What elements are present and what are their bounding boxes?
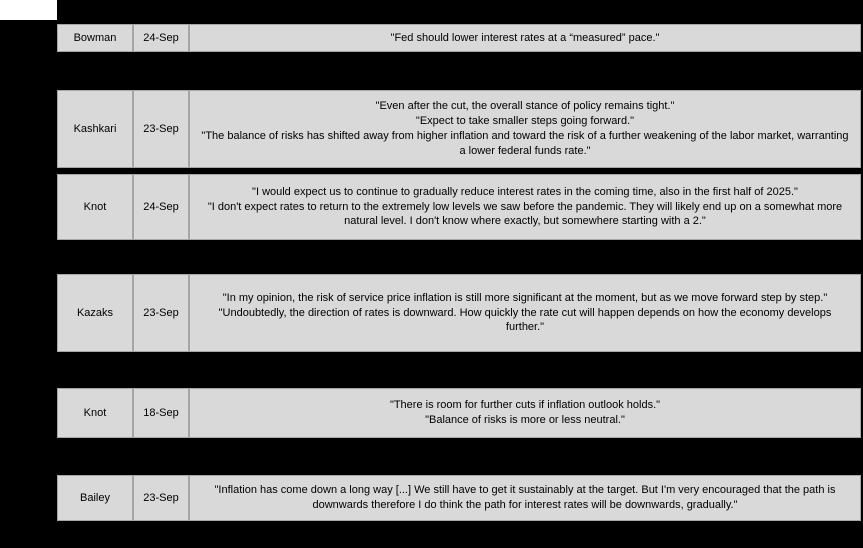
- row-gap: [57, 242, 861, 274]
- quote-line: "Inflation has come down a long way [...] We still have to get it sustainably at the target. But I'm very encouraged that the path is downwards therefore I do think the path for interest rates will be downwards, gradually.": [214, 484, 836, 511]
- quote-lines: [200, 483, 850, 513]
- date-cell: 23-Sep: [133, 274, 189, 352]
- speaker-cell: Bailey: [57, 475, 133, 521]
- quote-lines: [200, 185, 850, 230]
- quotes-table: [57, 24, 861, 523]
- date-cell: 23-Sep: [133, 90, 189, 168]
- speaker-cell: Knot: [57, 388, 133, 438]
- quote-line: "In my opinion, the risk of service price inflation is still more significant at the moment, but as we move forward step by step.": [222, 291, 828, 304]
- quote-cell: [189, 90, 861, 168]
- quote-line: "Balance of risks is more or less neutral.": [425, 414, 625, 426]
- row-gap: [57, 354, 861, 388]
- row-gap: [57, 54, 861, 90]
- date-cell: 24-Sep: [133, 24, 189, 52]
- table-row: [57, 274, 861, 352]
- date-cell: 24-Sep: [133, 174, 189, 240]
- table-row: [57, 388, 861, 438]
- quote-lines: [200, 291, 850, 336]
- quote-line: "There is room for further cuts if inflation outlook holds.": [389, 399, 661, 412]
- quote-line: "Undoubtedly, the direction of rates is downward. How quickly the rate cut will happen depends on how the economy develops further.": [218, 306, 832, 334]
- table-row: [57, 475, 861, 521]
- corner-white-box: [0, 0, 57, 20]
- quote-line: "Fed should lower interest rates at a “measured” pace.": [390, 31, 660, 44]
- quote-line: "I would expect us to continue to gradually reduce interest rates in the coming time, also in the first half of 2025.": [252, 185, 798, 198]
- quote-line: "Even after the cut, the overall stance of policy remains tight.": [375, 100, 675, 113]
- date-cell: 23-Sep: [133, 475, 189, 521]
- quote-cell: [189, 388, 861, 438]
- quote-lines: [390, 398, 660, 428]
- speaker-cell: Kazaks: [57, 274, 133, 352]
- speaker-cell: Bowman: [57, 24, 133, 52]
- row-gap: [57, 440, 861, 475]
- quote-line: "Expect to take smaller steps going forward.": [415, 115, 635, 128]
- speaker-cell: Knot: [57, 174, 133, 240]
- quote-cell: [189, 475, 861, 521]
- table-row: [57, 174, 861, 240]
- quote-line: "I don't expect rates to return to the extremely low levels we saw before the pandemic. They will likely end up on a somewhat more natural level. I don't know where exactly, but somewhere starting with a 2.": [207, 200, 843, 228]
- speaker-cell: Kashkari: [57, 90, 133, 168]
- table-row: [57, 90, 861, 168]
- quote-cell: [189, 274, 861, 352]
- quote-line: "The balance of risks has shifted away from higher inflation and toward the risk of a further weakening of the labor market, warranting a lower federal funds rate.": [201, 130, 849, 157]
- date-cell: 18-Sep: [133, 388, 189, 438]
- quote-lines: [200, 99, 850, 158]
- quote-cell: [189, 174, 861, 240]
- quote-lines: [391, 31, 660, 46]
- table-row: [57, 24, 861, 52]
- quote-cell: [189, 24, 861, 52]
